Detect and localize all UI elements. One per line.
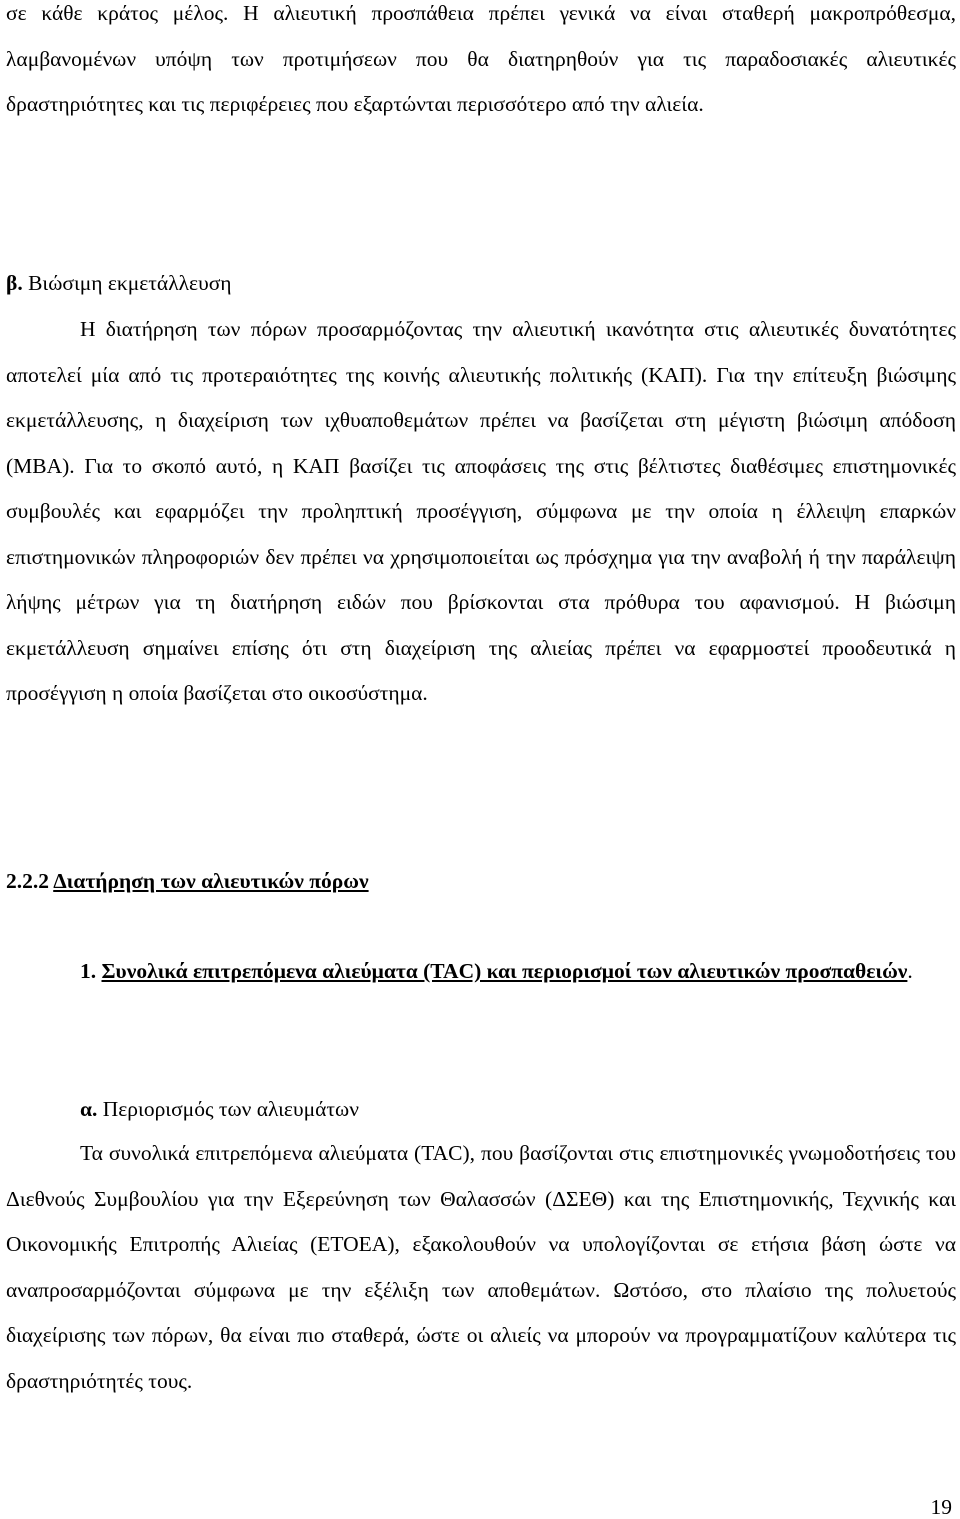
item-1-trailing: . [907, 959, 913, 983]
intro-paragraph: σε κάθε κράτος μέλος. Η αλιευτική προσπάθεια πρέπει γενικά να είναι σταθερή μακροπρόθεσμα, λαμβανομένων υπόψη των προτιμήσεων που θα διατηρηθούν για τις παραδοσιακές αλιευτικές δραστηριότητες και τις περιφέρειες που εξαρτώνται περισσότερο από την αλιεία. [6, 1, 956, 116]
section-a-title: Περιορισμός των αλιευμάτων [97, 1097, 359, 1121]
subsection-heading [6, 859, 956, 905]
item-1-number: 1. [80, 959, 102, 983]
section-a-paragraph: Τα συνολικά επιτρεπόμενα αλιεύματα (TAC), που βασίζονται στις επιστημονικές γνωμοδοτήσεις του Διεθνούς Συμβουλίου για την Εξερεύνηση των Θαλασσών (ΔΣΕΘ) και της Επιστημονικής, Τεχνικής και Οικονομικής Επιτροπής Αλιείας (ΕΤΟΕΑ), εξακολουθούν να υπολογίζονται σε ετήσια βάση ώστε να αναπροσαρμόζονται σύμφωνα με την εξέλιξη των αποθεμάτων. Ωστόσο, στο πλαίσιο της πολυετούς διαχείρισης των πόρων, θα είναι πιο σταθερά, ώστε οι αλιείς να μπορούν να προγραμματίζουν καλύτερα τις δραστηριότητές τους. [6, 1141, 956, 1393]
section-a-heading [6, 1087, 956, 1133]
item-1-title: Συνολικά επιτρεπόμενα αλιεύματα (TAC) και περιορισμοί των αλιευτικών προσπαθειών [101, 959, 908, 983]
section-b-heading [6, 261, 956, 307]
section-b-marker: β. [6, 271, 23, 295]
page-number: 19 [930, 1495, 952, 1519]
section-a-marker: α. [80, 1097, 98, 1121]
subsection-title: Διατήρηση των αλιευτικών πόρων [53, 869, 369, 893]
item-1-heading [6, 949, 956, 995]
section-b-title: Βιώσιμη εκμετάλλευση [22, 271, 232, 295]
subsection-number: 2.2.2 [6, 869, 54, 893]
section-b-paragraph: Η διατήρηση των πόρων προσαρμόζοντας την αλιευτική ικανότητα στις αλιευτικές δυνατότητες αποτελεί μία από τις προτεραιότητες της κοινής αλιευτικής πολιτικής (ΚΑΠ). Για την επίτευξη βιώσιμης εκμετάλλευσης, η διαχείριση των ιχθυαποθεμάτων πρέπει να βασίζεται στη μέγιστη βιώσιμη απόδοση (ΜΒΑ). Για το σκοπό αυτό, η ΚΑΠ βασίζει τις αποφάσεις της στις βέλτιστες διαθέσιμες επιστημονικές συμβουλές και εφαρμόζει την προληπτική προσέγγιση, σύμφωνα με την οποία η έλλειψη επαρκών επιστημονικών πληροφοριών δεν πρέπει να χρησιμοποιείται ως πρόσχημα για την αναβολή ή την παράλειψη λήψης μέτρων για τη διατήρηση ειδών που βρίσκονται στα πρόθυρα του αφανισμού. Η βιώσιμη εκμετάλλευση σημαίνει επίσης ότι στη διαχείριση της αλιείας πρέπει να εφαρμοστεί προοδευτικά η προσέγγιση η οποία βασίζεται στο οικοσύστημα. [6, 317, 956, 705]
